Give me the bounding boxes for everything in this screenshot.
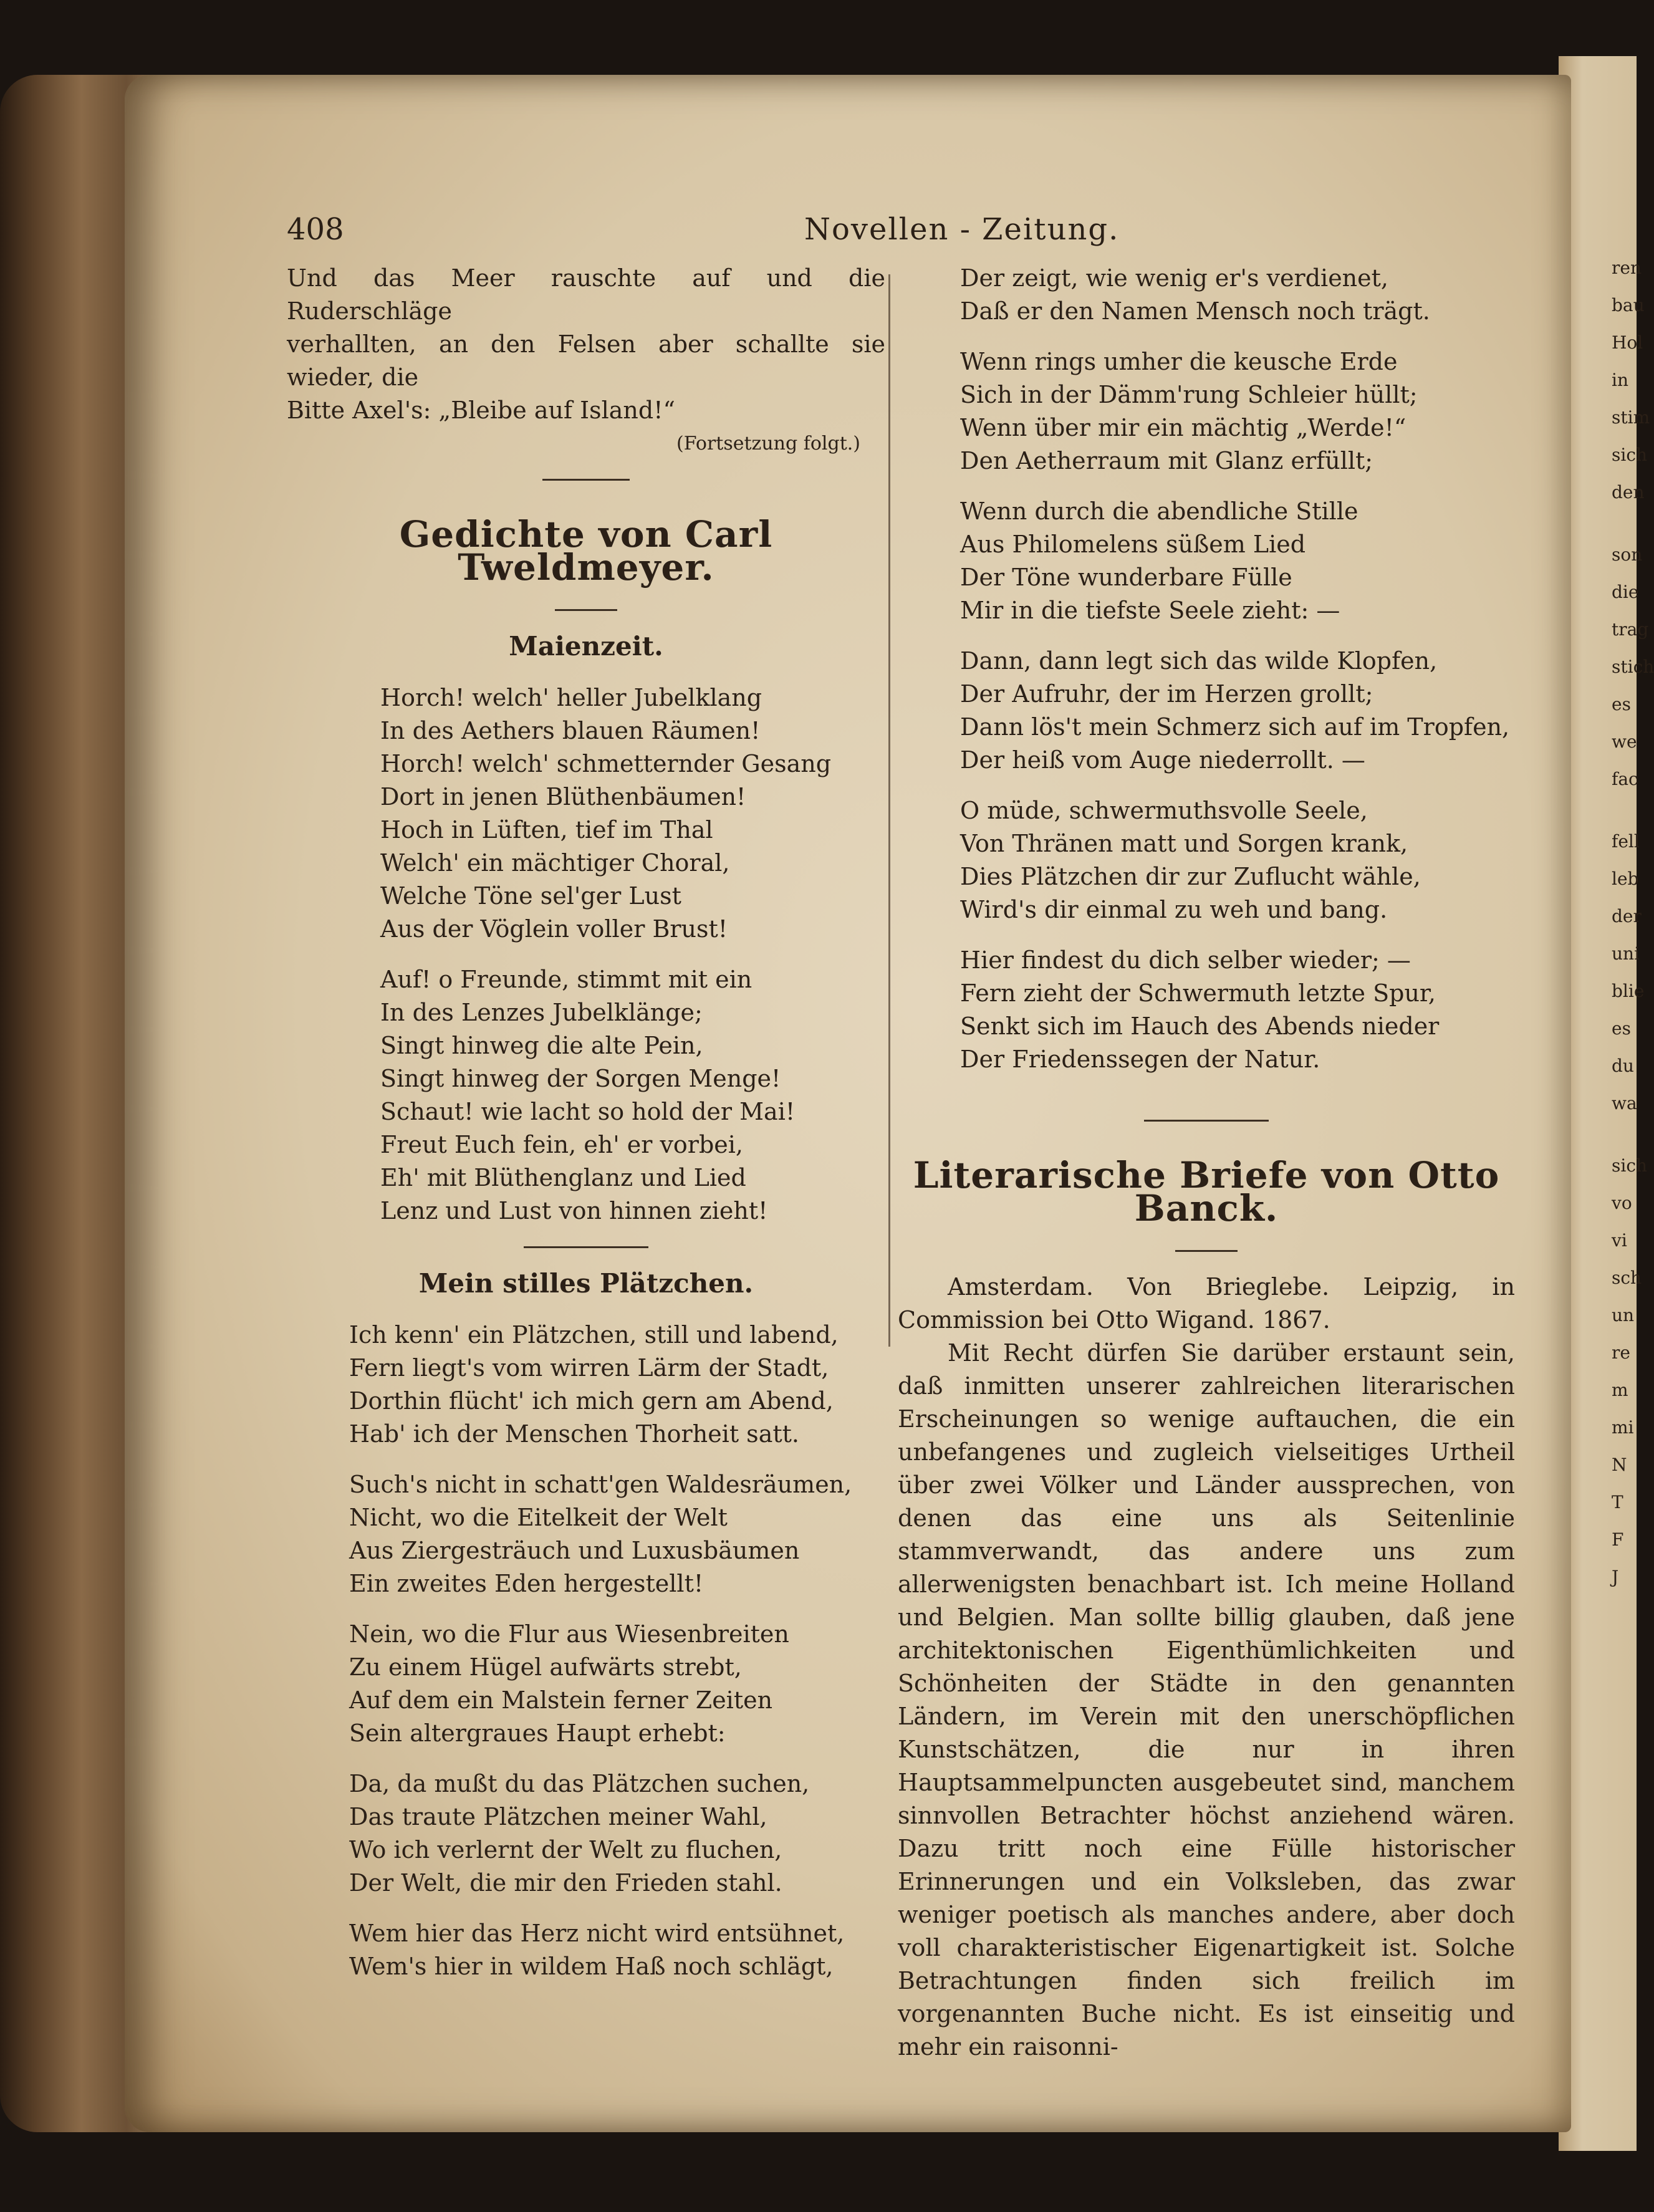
fragment: F [1612, 1529, 1624, 1550]
poem-line: Das traute Plätzchen meiner Wahl, [349, 1803, 767, 1830]
section-title-gedichte: Gedichte von Carl Tweldmeyer. [399, 513, 773, 589]
poem-line: In des Lenzes Jubelklänge; [380, 999, 703, 1026]
fragment: son [1612, 544, 1643, 565]
fragment: fac [1612, 769, 1638, 789]
poem-stanza [898, 495, 1515, 627]
poem-stanza [898, 345, 1515, 478]
poem-line: Der heiß vom Auge niederrollt. — [960, 746, 1365, 774]
poem-line: Wenn rings umher die keusche Erde [960, 348, 1398, 375]
poem-line: Dies Plätzchen dir zur Zuflucht wähle, [960, 863, 1421, 890]
fragment: leb [1612, 868, 1639, 889]
poem-line: Der Aufruhr, der im Herzen grollt; [960, 680, 1373, 708]
poem-line: Nicht, wo die Eitelkeit der Welt [349, 1504, 728, 1531]
poem-line: Sein altergraues Haupt erhebt: [349, 1719, 726, 1747]
intro-line: verhallten, an den Felsen aber schallte sie wieder, die [287, 330, 885, 391]
fragment: sich [1612, 1155, 1648, 1176]
poem-line: Sich in der Dämm'rung Schleier hüllt; [960, 381, 1418, 408]
poem-line: Der Töne wunderbare Fülle [960, 564, 1292, 591]
poem-line: Wird's dir einmal zu weh und bang. [960, 896, 1388, 923]
fragment: in [1612, 370, 1628, 390]
article-citation: Amsterdam. Von Brieglebe. Leipzig, in Commission bei Otto Wigand. 1867. [898, 1273, 1515, 1334]
poem-line: Auf! o Freunde, stimmt mit ein [380, 966, 752, 993]
fragment: T [1612, 1492, 1623, 1512]
fragment: es [1612, 1018, 1631, 1039]
fragment: es [1612, 694, 1631, 714]
poem-line: Fern liegt's vom wirren Lärm der Stadt, [349, 1354, 829, 1382]
section-rule [1144, 1120, 1269, 1122]
article-body: Mit Recht dürfen Sie darüber erstaunt sein, daß inmitten unserer zahlreichen literarischen Erscheinungen so wenige auftauchen, die ein unbefangenes und zugleich vielseitiges Urtheil über zwei Völker und Länder aussprechen, von denen das eine uns als Seitenlinie stammverwandt, das andere uns zum allerwenigsten benachbart ist. Ich meine Holland und Belgien. Man sollte billig glauben, daß jene architektonischen Eigenthümlichkeiten und Schönheiten der Städte in den genannten Ländern, im Verein mit den unerschöpflichen Kunstschätzen, die nur in ihren Hauptsammelpuncten ausgebeutet sind, manchem sinnvollen Betrachter höchst anziehend wären. Dazu tritt noch eine Fülle historischer Erinnerungen und ein Volksleben, das zwar weniger poetisch als manches andere, aber doch voll charakteristischer Eigenartigkeit ist. Solche Betrachtungen finden sich freilich im vorgenannten Buche nicht. Es ist einseitig und mehr ein raisonni- [898, 1339, 1515, 2061]
fragment: ren [1612, 257, 1642, 278]
poem-rule [524, 1246, 648, 1248]
page-number: 408 [287, 212, 344, 247]
poem-line: Aus Ziergesträuch und Luxusbäumen [349, 1537, 800, 1564]
fragment: fell [1612, 831, 1640, 852]
poem-title-maienzeit: Maienzeit. [509, 631, 663, 661]
running-title: Novellen - Zeitung. [804, 212, 1120, 247]
title-rule [555, 609, 617, 611]
poem-line: Dort in jenen Blüthenbäumen! [380, 783, 746, 810]
poem-stanza [287, 1468, 885, 1600]
fragment: m [1612, 1380, 1628, 1400]
continuation-note: (Fortsetzung folgt.) [676, 433, 860, 454]
poem-line: Mir in die tiefste Seele zieht: — [960, 597, 1340, 624]
poem-line: Such's nicht in schatt'gen Waldesräumen, [349, 1471, 852, 1498]
poem-line: Fern zieht der Schwermuth letzte Spur, [960, 979, 1436, 1007]
poem-line: Daß er den Namen Mensch noch trägt. [960, 297, 1430, 325]
poem-line: Hoch in Lüften, tief im Thal [380, 816, 713, 844]
poem-line: Da, da mußt du das Plätzchen suchen, [349, 1770, 810, 1797]
fragment: der [1612, 906, 1642, 926]
title-rule [1175, 1250, 1238, 1252]
poem-line: Horch! welch' schmetternder Gesang [380, 750, 832, 777]
fragment: N [1612, 1455, 1627, 1475]
fragment: J [1612, 1567, 1619, 1587]
fragment: stim [1612, 407, 1650, 428]
poem-stanza [898, 645, 1515, 777]
poem-line: Aus der Vöglein voller Brust! [380, 915, 728, 943]
poem-line: Wenn durch die abendliche Stille [960, 498, 1358, 525]
fragment: den [1612, 482, 1645, 503]
fragment: we [1612, 731, 1637, 752]
right-column [898, 262, 1515, 2064]
poem-line: Auf dem ein Malstein ferner Zeiten [349, 1686, 773, 1714]
poem-line: Welch' ein mächtiger Choral, [380, 849, 730, 877]
fragment: vi [1612, 1230, 1627, 1251]
fragment: un [1612, 1305, 1635, 1325]
fragment: sch [1612, 1267, 1642, 1288]
fragment: stich [1612, 656, 1654, 677]
poem-stanza [287, 681, 885, 946]
section-title-briefe: Literarische Briefe von Otto Banck. [913, 1154, 1500, 1229]
fragment: du [1612, 1056, 1634, 1076]
section-rule [542, 479, 630, 481]
column-divider [888, 274, 890, 1347]
poem-line: Der Welt, die mir den Frieden stahl. [349, 1869, 782, 1897]
intro-paragraph [287, 262, 885, 427]
poem-stanza [898, 944, 1515, 1076]
poem-line: Der Friedenssegen der Natur. [960, 1046, 1320, 1073]
fragment: uni [1612, 943, 1640, 964]
poem-stanza [287, 1319, 885, 1451]
poem-line: Schaut! wie lacht so hold der Mai! [380, 1098, 796, 1125]
poem-line: In des Aethers blauen Räumen! [380, 717, 761, 744]
fragment: bau [1612, 295, 1645, 315]
poem-line: Ich kenn' ein Plätzchen, still und labend, [349, 1321, 839, 1349]
fragment: vo [1612, 1193, 1632, 1213]
poem-stanza [287, 1618, 885, 1750]
poem-line: Horch! welch' heller Jubelklang [380, 684, 762, 711]
poem-line: Dann lös't mein Schmerz sich auf im Tropfen, [960, 713, 1510, 741]
poem-line: Hier findest du dich selber wieder; — [960, 946, 1411, 974]
poem-stanza [287, 1767, 885, 1900]
poem-line: Dorthin flücht' ich mich gern am Abend, [349, 1387, 834, 1415]
poem-line: Lenz und Lust von hinnen zieht! [380, 1197, 768, 1224]
poem-line: Dann, dann legt sich das wilde Klopfen, [960, 647, 1438, 675]
fragment: mi [1612, 1417, 1634, 1438]
fragment: blie [1612, 981, 1645, 1001]
poem-line: Wem's hier in wildem Haß noch schlägt, [349, 1953, 834, 1980]
poem-line: Hab' ich der Menschen Thorheit satt. [349, 1420, 799, 1448]
poem-line: Den Aetherraum mit Glanz erfüllt; [960, 447, 1373, 474]
poem-line: Aus Philomelens süßem Lied [960, 531, 1306, 558]
poem-line: Der zeigt, wie wenig er's verdienet, [960, 264, 1388, 292]
fragment: wa [1612, 1093, 1637, 1113]
fragment: sich [1612, 445, 1648, 465]
poem-line: Wenn über mir ein mächtig „Werde!“ [960, 414, 1406, 441]
poem-line: Eh' mit Blüthenglanz und Lied [380, 1164, 746, 1191]
poem-line: Zu einem Hügel aufwärts strebt, [349, 1653, 742, 1681]
poem-stanza [898, 794, 1515, 926]
poem-line: Singt hinweg die alte Pein, [380, 1032, 703, 1059]
poem-line: Wem hier das Herz nicht wird entsühnet, [349, 1920, 845, 1947]
poem-line: Freut Euch fein, eh' er vorbei, [380, 1131, 744, 1158]
poem-line: Wo ich verlernt der Welt zu fluchen, [349, 1836, 782, 1863]
left-column [287, 262, 885, 2001]
poem-line: Nein, wo die Flur aus Wiesenbreiten [349, 1620, 789, 1648]
poem-line: Senkt sich im Hauch des Abends nieder [960, 1012, 1440, 1040]
poem-stanza [898, 262, 1515, 328]
poem-line: O müde, schwermuthsvolle Seele, [960, 797, 1368, 824]
poem-stanza [287, 963, 885, 1228]
fragment: die [1612, 582, 1639, 602]
poem-line: Ein zweites Eden hergestellt! [349, 1570, 704, 1597]
poem-line: Von Thränen matt und Sorgen krank, [960, 830, 1408, 857]
next-page-fragments [1612, 249, 1654, 1596]
poem-line: Welche Töne sel'ger Lust [380, 882, 681, 910]
page-header [287, 212, 1390, 256]
fragment: Hol [1612, 332, 1643, 353]
intro-line: Und das Meer rauschte auf und die Ruderschläge [287, 264, 885, 325]
poem-stanza [287, 1917, 885, 1983]
poem-title-plaetzchen: Mein stilles Plätzchen. [418, 1268, 754, 1299]
fragment: trag [1612, 619, 1649, 640]
poem-line: Singt hinweg der Sorgen Menge! [380, 1065, 781, 1092]
fragment: re [1612, 1342, 1630, 1363]
intro-line: Bitte Axel's: „Bleibe auf Island!“ [287, 397, 675, 424]
